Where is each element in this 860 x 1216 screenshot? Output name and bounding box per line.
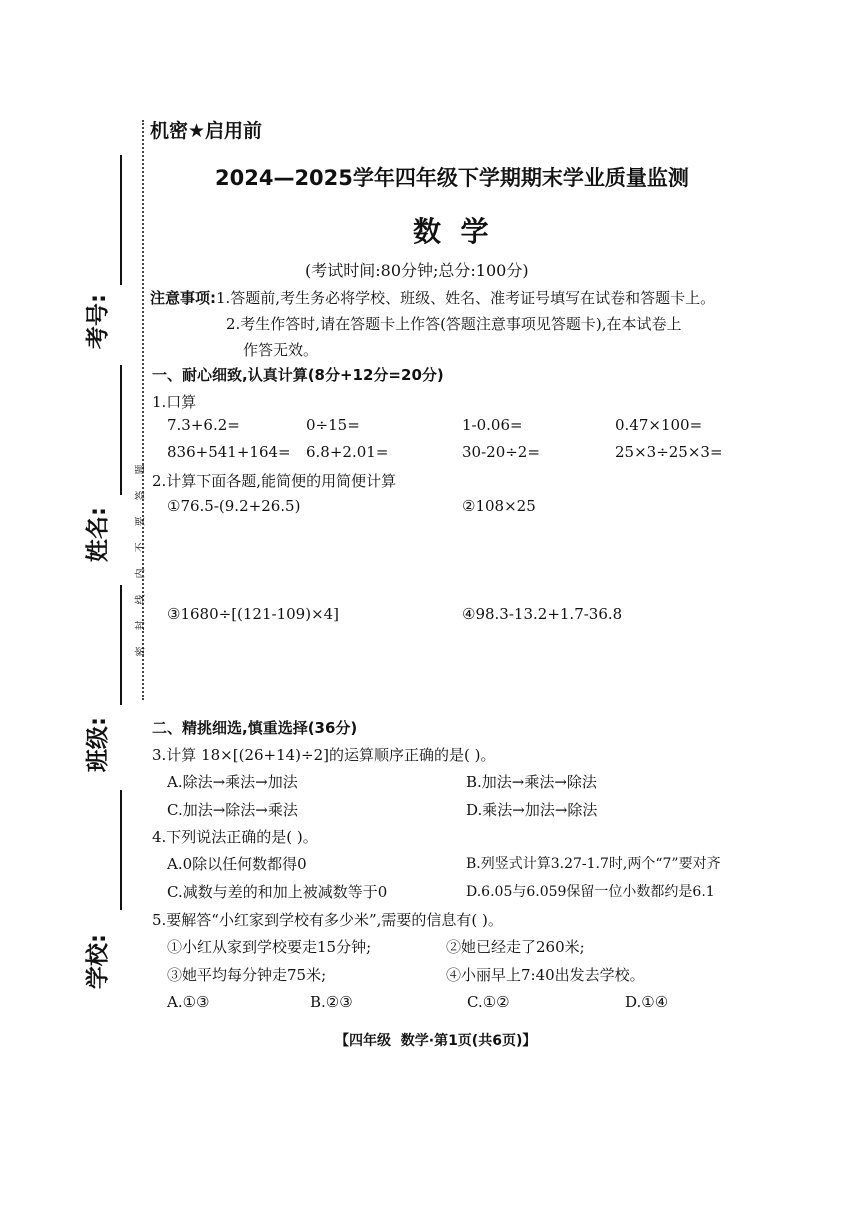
- binding-line: [120, 790, 122, 910]
- oral-calc-item: 0÷15=: [306, 416, 360, 434]
- question-2-title: 2.计算下面各题,能简便的用简便计算: [152, 472, 397, 490]
- seal-char: 内: [135, 568, 147, 579]
- notice-block: [150, 287, 715, 308]
- oral-calc-item: 836+541+164=: [167, 443, 291, 461]
- binding-line: [120, 365, 122, 495]
- exam-title: 2024—2025学年四年级下学期期末学业质量监测: [215, 166, 689, 190]
- q5-info: ②她已经走了260米;: [446, 938, 585, 956]
- school-label: 学校:: [85, 933, 112, 990]
- calc-problem: ④98.3-13.2+1.7-36.8: [462, 605, 623, 623]
- q4-option-b: B.列竖式计算3.27-1.7时,两个“7”要对齐: [466, 856, 721, 872]
- calc-problem: ③1680÷[(121-109)×4]: [167, 605, 340, 623]
- seal-char: 封: [135, 620, 147, 631]
- question-5: 5.要解答“小红家到学校有多少米”,需要的信息有( )。: [152, 911, 503, 929]
- subject-title: 数 学: [413, 215, 489, 248]
- section-2-title: 二、精挑细选,慎重选择(36分): [152, 719, 358, 737]
- seal-dotted-line: [142, 120, 144, 700]
- oral-calc-item: 7.3+6.2=: [167, 416, 240, 434]
- exam-number-label: 考号:: [85, 293, 112, 350]
- seal-char: 答: [135, 490, 147, 501]
- q3-option-d: D.乘法→加法→除法: [466, 801, 598, 819]
- oral-calc-item: 1-0.06=: [462, 416, 523, 434]
- exam-info: (考试时间:80分钟;总分:100分): [305, 261, 529, 280]
- q3-option-c: C.加法→除法→乘法: [167, 801, 298, 819]
- oral-calc-item: 25×3÷25×3=: [615, 443, 723, 461]
- seal-char: 不: [135, 542, 147, 553]
- seal-char: 要: [135, 516, 147, 527]
- question-3: 3.计算 18×[(26+14)÷2]的运算顺序正确的是( )。: [152, 746, 496, 764]
- q4-option-a: A.0除以任何数都得0: [167, 855, 307, 873]
- seal-char: 题: [135, 464, 147, 475]
- calc-problem: ②108×25: [462, 497, 536, 515]
- q5-option-d: D.①④: [625, 993, 669, 1011]
- q4-option-d: D.6.05与6.059保留一位小数都约是6.1: [466, 884, 715, 900]
- question-1-title: 1.口算: [152, 393, 197, 411]
- notice-item-1: 1.答题前,考生务必将学校、班级、姓名、准考证号填写在试卷和答题卡上。: [216, 289, 716, 307]
- notice-item-2-continued: 作答无效。: [243, 341, 319, 359]
- q5-info: ④小丽早上7:40出发去学校。: [446, 966, 645, 984]
- confidential-mark: 机密★启用前: [150, 120, 263, 142]
- oral-calc-item: 0.47×100=: [615, 416, 703, 434]
- notice-item-2: 2.考生作答时,请在答题卡上作答(答题注意事项见答题卡),在本试卷上: [226, 315, 682, 333]
- q5-info: ③她平均每分钟走75米;: [167, 966, 327, 984]
- calc-problem: ①76.5-(9.2+26.5): [167, 497, 301, 515]
- binding-line: [120, 585, 122, 705]
- q3-option-b: B.加法→乘法→除法: [466, 773, 597, 791]
- class-label: 班级:: [85, 716, 112, 773]
- binding-line: [120, 155, 122, 285]
- name-label: 姓名:: [85, 506, 112, 563]
- q5-option-c: C.①②: [467, 993, 510, 1011]
- seal-char: 密: [135, 646, 147, 657]
- question-4: 4.下列说法正确的是( )。: [152, 828, 318, 846]
- oral-calc-item: 30-20÷2=: [462, 443, 540, 461]
- page-footer: 【四年级 数学·第1页(共6页)】: [335, 1033, 537, 1049]
- q4-option-c: C.减数与差的和加上被减数等于0: [167, 883, 388, 901]
- q5-option-b: B.②③: [310, 993, 353, 1011]
- q5-option-a: A.①③: [167, 993, 210, 1011]
- oral-calc-item: 6.8+2.01=: [306, 443, 389, 461]
- section-1-title: 一、耐心细致,认真计算(8分+12分=20分): [152, 366, 444, 384]
- notice-label: 注意事项:: [150, 289, 216, 307]
- q3-option-a: A.除法→乘法→加法: [167, 773, 298, 791]
- seal-char: 线: [135, 594, 147, 605]
- q5-info: ①小红从家到学校要走15分钟;: [167, 938, 372, 956]
